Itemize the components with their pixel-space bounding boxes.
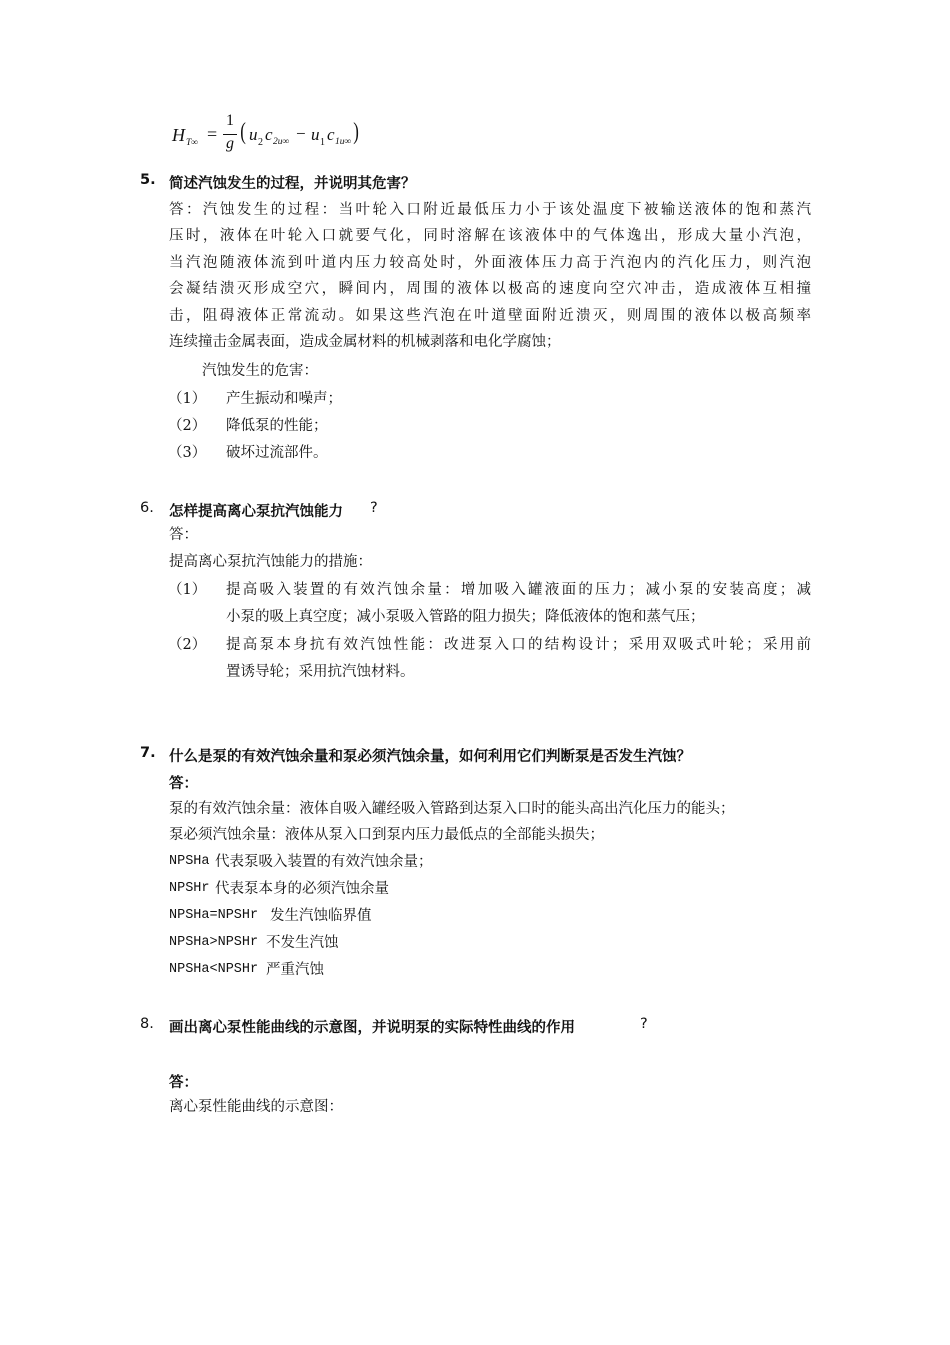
npsh-text: 严重汽蚀 xyxy=(266,962,324,978)
formula-close-paren: ) xyxy=(353,119,359,145)
list-number: （2） xyxy=(168,637,207,653)
list-item-line: 提高泵本身抗有效汽蚀性能：改进泵入口的结构设计；采用双吸式叶轮；采用前 xyxy=(226,637,811,653)
answer-label: 答： xyxy=(169,776,198,792)
list-item-line: 小泵的吸上真空度；减小泵吸入管路的阻力损失；降低液体的饱和蒸气压； xyxy=(226,609,705,625)
npsh-code: NPSHa=NPSHr xyxy=(169,908,259,923)
npsh-text: 不发生汽蚀 xyxy=(266,935,339,951)
npsh-text: 代表泵本身的必须汽蚀余量 xyxy=(215,881,389,897)
question-mark: ? xyxy=(370,500,378,516)
formula-term2-c-sub: 1u∞ xyxy=(335,137,352,147)
answer-line: 答：汽蚀发生的过程：当叶轮入口附近最低压力小于该处温度下被输送液体的饱和蒸汽 xyxy=(169,202,811,218)
answer-line: 泵的有效汽蚀余量：液体自吸入罐经吸入管路到达泵入口时的能头高出汽化压力的能头； xyxy=(169,801,735,817)
formula-term1-u: u xyxy=(249,125,258,144)
answer-label: 答： xyxy=(169,527,198,543)
formula-term2-u-sub: 1 xyxy=(320,137,325,148)
formula-term2-u: u xyxy=(311,125,320,144)
formula-term2-c: c xyxy=(327,125,335,144)
answer-line: 击，阻碍液体正常流动。如果这些汽泡在叶道壁面附近溃灭，则周围的液体以极高频率 xyxy=(169,308,811,324)
formula-term1-c: c xyxy=(265,125,273,144)
question-title: 画出离心泵性能曲线的示意图，并说明泵的实际特性曲线的作用 xyxy=(169,1020,575,1036)
list-number: （3） xyxy=(168,445,207,461)
question-title: 怎样提高离心泵抗汽蚀能力 xyxy=(169,504,343,520)
list-item-line: 置诱导轮；采用抗汽蚀材料。 xyxy=(226,664,415,680)
question-number: 5. xyxy=(140,172,156,188)
npsh-code: NPSHr xyxy=(169,881,210,896)
npsh-code: NPSHa<NPSHr xyxy=(169,962,259,977)
formula-equals: = xyxy=(207,124,218,144)
list-item: 破坏过流部件。 xyxy=(226,445,328,461)
list-number: （1） xyxy=(168,582,207,598)
list-item: 产生振动和噪声； xyxy=(226,391,342,407)
formula xyxy=(172,112,372,166)
npsh-text: 发生汽蚀临界值 xyxy=(270,908,372,924)
npsh-code: NPSHa>NPSHr xyxy=(169,935,259,950)
harm-title: 汽蚀发生的危害： xyxy=(202,363,318,379)
npsh-code: NPSHa xyxy=(169,854,210,869)
formula-term1-u-sub: 2 xyxy=(258,137,263,148)
formula-minus: − xyxy=(296,124,306,143)
question-number: 6. xyxy=(140,500,154,516)
question-title: 什么是泵的有效汽蚀余量和泵必须汽蚀余量，如何利用它们判断泵是否发生汽蚀？ xyxy=(169,749,691,765)
npsh-text: 代表泵吸入装置的有效汽蚀余量； xyxy=(215,854,433,870)
answer-line: 压时，液体在叶轮入口就要气化，同时溶解在该液体中的气体逸出，形成大量小汽泡， xyxy=(169,228,811,244)
answer-line: 会凝结溃灭形成空穴，瞬间内，周围的液体以极高的速度向空穴冲击，造成液体互相撞 xyxy=(169,281,811,297)
formula-term1-c-sub: 2u∞ xyxy=(273,137,290,147)
answer-intro: 提高离心泵抗汽蚀能力的措施： xyxy=(169,554,372,570)
list-number: （2） xyxy=(168,418,207,434)
answer-line: 泵必须汽蚀余量：液体从泵入口到泵内压力最低点的全部能头损失； xyxy=(169,827,604,843)
question-mark: ? xyxy=(640,1016,648,1032)
answer-line: 当汽泡随液体流到叶道内压力较高处时，外面液体压力高于汽泡内的汽化压力，则汽泡 xyxy=(169,255,811,271)
formula-lhs-sub: T∞ xyxy=(186,138,199,148)
formula-numerator: 1 xyxy=(226,112,234,129)
formula-open-paren: ( xyxy=(240,119,246,145)
list-item-line: 提高吸入装置的有效汽蚀余量：增加吸入罐液面的压力；减小泵的安装高度；减 xyxy=(226,582,811,598)
list-item: 降低泵的性能； xyxy=(226,418,328,434)
question-number: 7. xyxy=(140,745,156,761)
question-title: 简述汽蚀发生的过程，并说明其危害？ xyxy=(169,176,416,192)
formula-lhs: H xyxy=(172,125,185,145)
list-number: （1） xyxy=(168,391,207,407)
answer-label: 答： xyxy=(169,1075,198,1091)
question-number: 8. xyxy=(140,1016,154,1032)
answer-intro: 离心泵性能曲线的示意图： xyxy=(169,1099,343,1115)
formula-denominator: g xyxy=(226,135,234,152)
answer-line: 连续撞击金属表面，造成金属材料的机械剥落和电化学腐蚀； xyxy=(169,334,561,350)
